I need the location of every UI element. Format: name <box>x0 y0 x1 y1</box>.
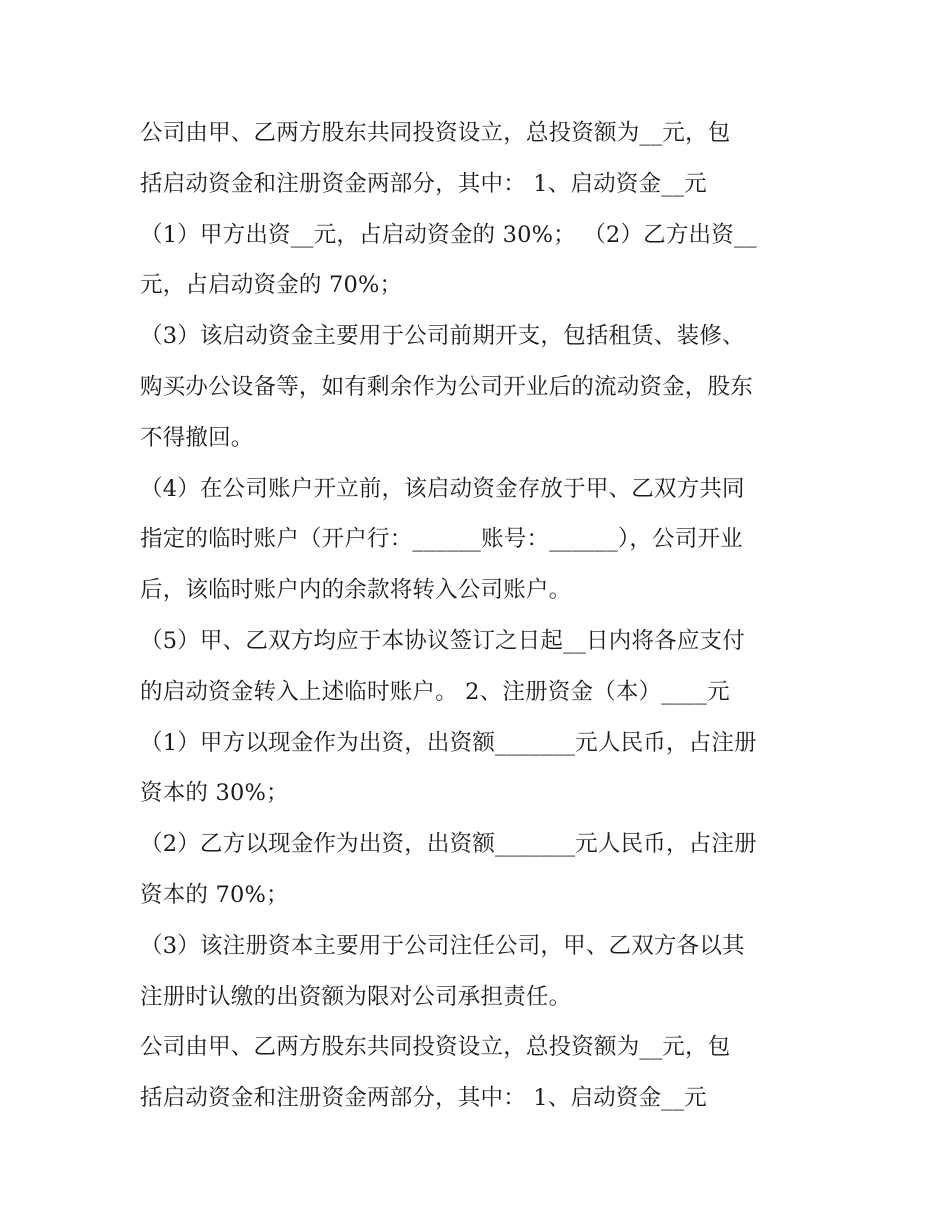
text-line: （4）在公司账户开立前，该启动资金存放于甲、乙双方共同 <box>140 475 745 502</box>
document-body <box>140 108 820 1124</box>
text-line: （1）甲方以现金作为出资，出资额_______元人民币，占注册 <box>140 729 757 756</box>
text-line: 括启动资金和注册资金两部分，其中： 1、启动资金__元 <box>140 1085 707 1112</box>
text-line: （1）甲方出资__元，占启动资金的 30%； （2）乙方出资__ <box>140 221 757 248</box>
text-line: 资本的 70%； <box>140 881 289 908</box>
text-line: 括启动资金和注册资金两部分，其中： 1、启动资金__元 <box>140 170 707 197</box>
text-line: （5）甲、乙双方均应于本协议签订之日起__日内将各应支付 <box>140 627 745 654</box>
text-line: 后，该临时账户内的余款将转入公司账户。 <box>140 577 572 604</box>
text-line: 公司由甲、乙两方股东共同投资设立，总投资额为__元，包 <box>140 120 731 146</box>
text-line: 购买办公设备等，如有剩余作为公司开业后的流动资金，股东 <box>140 373 753 400</box>
text-line: 元，占启动资金的 70%； <box>140 272 403 299</box>
text-line: 不得撤回。 <box>140 424 254 451</box>
text-line: 注册时认缴的出资额为限对公司承担责任。 <box>140 983 572 1010</box>
text-line: （3）该启动资金主要用于公司前期开支，包括租赁、装修、 <box>140 323 745 350</box>
text-line: （2）乙方以现金作为出资，出资额_______元人民币，占注册 <box>140 831 757 858</box>
text-line: 的启动资金转入上述临时账户。 2、注册资金（本）____元 <box>140 678 730 705</box>
text-line: 公司由甲、乙两方股东共同投资设立，总投资额为__元，包 <box>140 1034 731 1061</box>
text-line: 指定的临时账户（开户行：______账号：______），公司开业 <box>140 526 743 553</box>
text-line: 资本的 30%； <box>140 780 289 807</box>
text-line: （3）该注册资本主要用于公司注任公司，甲、乙双方各以其 <box>140 932 745 959</box>
